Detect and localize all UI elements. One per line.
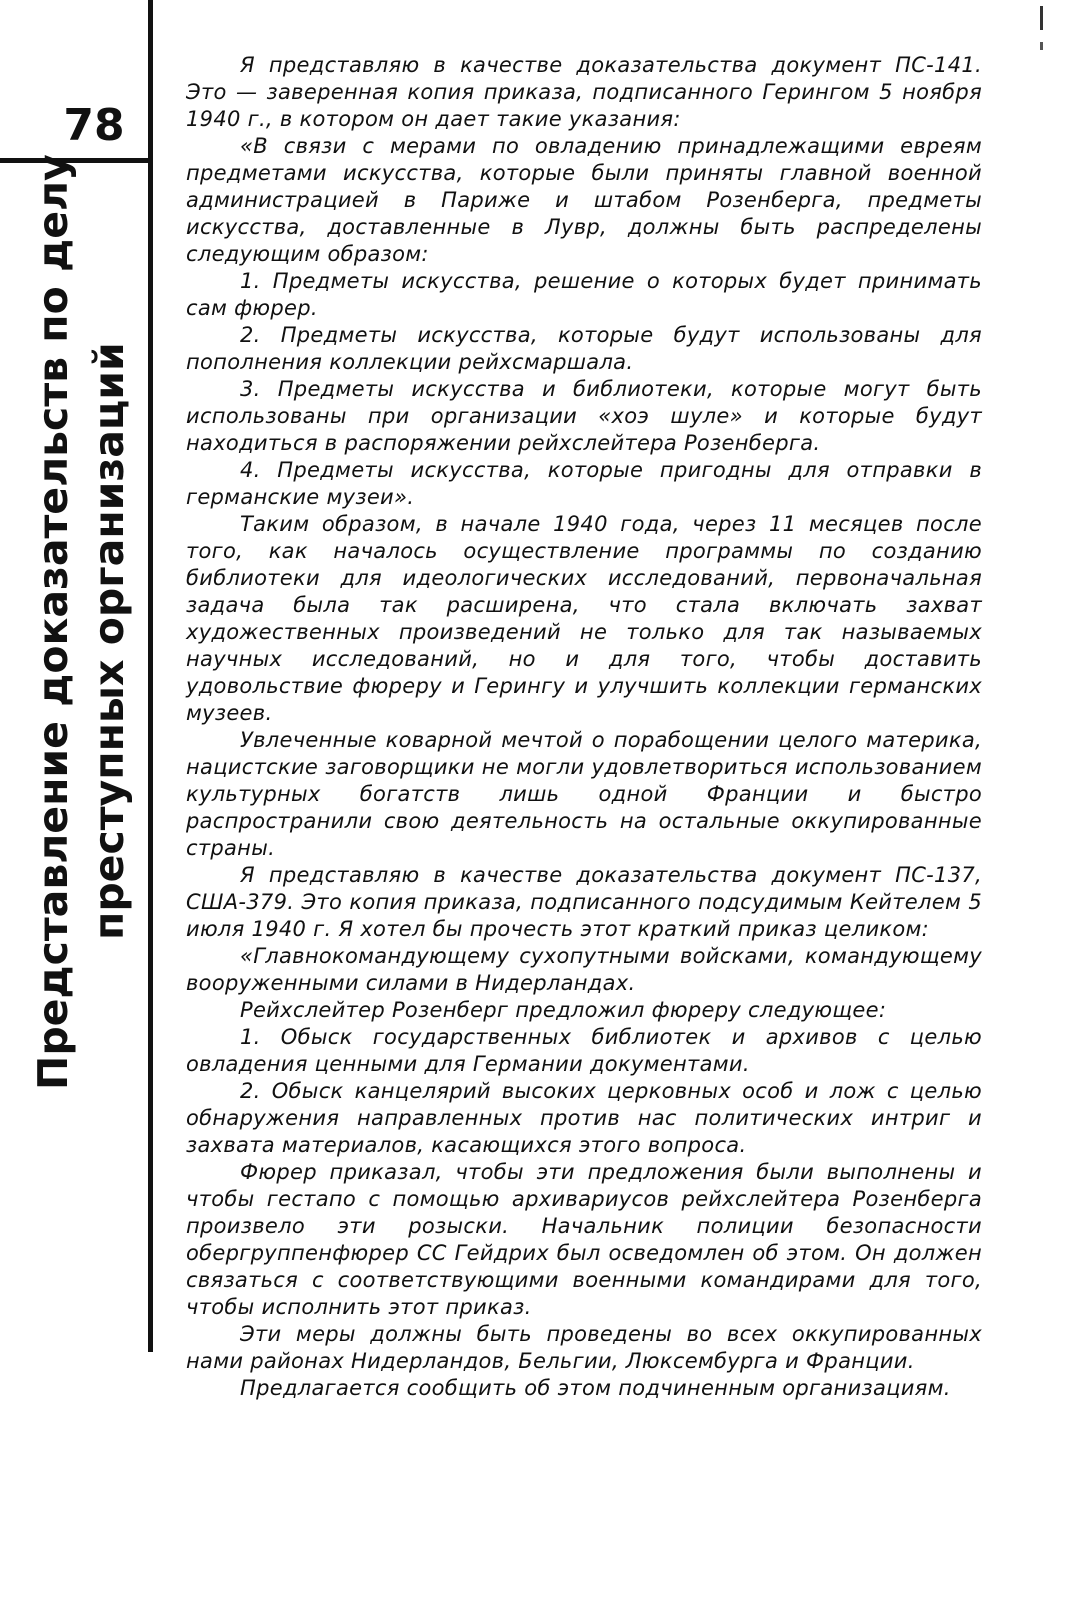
page-number: 78 bbox=[63, 100, 125, 151]
paragraph: «В связи с мерами по овладению принадлежащими евреям предметами искусства, которые были приняты главной военной администрацией в Париже и штабом Розенберга, предметы искусства, доставленные в Лувр, должны быть распределены следующим образом: bbox=[186, 134, 982, 266]
paragraph: 4. Предметы искусства, которые пригодны для отправки в германские музеи». bbox=[186, 458, 982, 509]
paragraph: Я представляю в качестве доказательства документ ПС-141. Это — заверенная копия приказа, подписанного Герингом 5 ноября 1940 г., в котором он дает такие указания: bbox=[186, 53, 982, 131]
paragraph: Фюрер приказал, чтобы эти предложения были выполнены и чтобы гестапо с помощью архивариусов рейхслейтера Розенберга произвело эти розыски. Начальник полиции безопасности обергруппенфюрер СС Гейдрих был осведомлен об этом. Он должен связаться с соответствующими военными командирами для того, чтобы исполнить этот приказ. bbox=[186, 1160, 982, 1319]
paragraph: Таким образом, в начале 1940 года, через 11 месяцев после того, как началось осуществление программы по созданию библиотеки для идеологических исследований, первоначальная задача была так расширена, что стала включать захват художественных произведений не только для так называемых научных исследований, но и для того, чтобы доставить удовольствие фюреру и Герингу и улучшить коллекции германских музеев. bbox=[186, 512, 982, 725]
paragraph: Я представляю в качестве доказательства документ ПС-137, США-379. Это копия приказа, подписанного подсудимым Кейтелем 5 июля 1940 г. Я хотел бы прочесть этот краткий приказ целиком: bbox=[186, 863, 982, 941]
paragraph: «Главнокомандующему сухопутными войсками, командующему вооруженными силами в Нидерландах. bbox=[186, 944, 982, 995]
paragraph: Увлеченные коварной мечтой о порабощении целого материка, нацистские заговорщики не могли удовлетвориться использованием культурных богатств лишь одной Франции и быстро распространили свою деятельность на остальные оккупированные страны. bbox=[186, 728, 982, 860]
paragraph: 2. Предметы искусства, которые будут использованы для пополнения коллекции рейхсмаршала. bbox=[186, 323, 982, 374]
paragraph: Предлагается сообщить об этом подчиненным организациям. bbox=[240, 1376, 951, 1400]
margin-vertical-rule bbox=[148, 0, 153, 1352]
paragraph: 1. Обыск государственных библиотек и архивов с целью овладения ценными для Германии документами. bbox=[186, 1025, 982, 1076]
paragraph: Рейхслейтер Розенберг предложил фюреру следующее: bbox=[240, 998, 887, 1022]
paragraph: Эти меры должны быть проведены во всех оккупированных нами районах Нидерландов, Бельгии, Люксембурга и Франции. bbox=[186, 1322, 982, 1373]
running-title-line-2: преступных организаций bbox=[85, 342, 133, 940]
scan-edge-marks bbox=[1040, 6, 1043, 86]
body-text bbox=[186, 52, 982, 1402]
running-title-line-1: Представление доказательств по делу bbox=[29, 154, 77, 1090]
paragraph: 2. Обыск канцелярий высоких церковных особ и лож с целью обнаружения направленных против нас политических интриг и захвата материалов, касающихся этого вопроса. bbox=[186, 1079, 982, 1157]
paragraph: 3. Предметы искусства и библиотеки, которые могут быть использованы при организации «хоэ шуле» и которые будут находиться в распоряжении рейхслейтера Розенберга. bbox=[186, 377, 982, 455]
paragraph: 1. Предметы искусства, решение о которых будет принимать сам фюрер. bbox=[186, 269, 982, 320]
